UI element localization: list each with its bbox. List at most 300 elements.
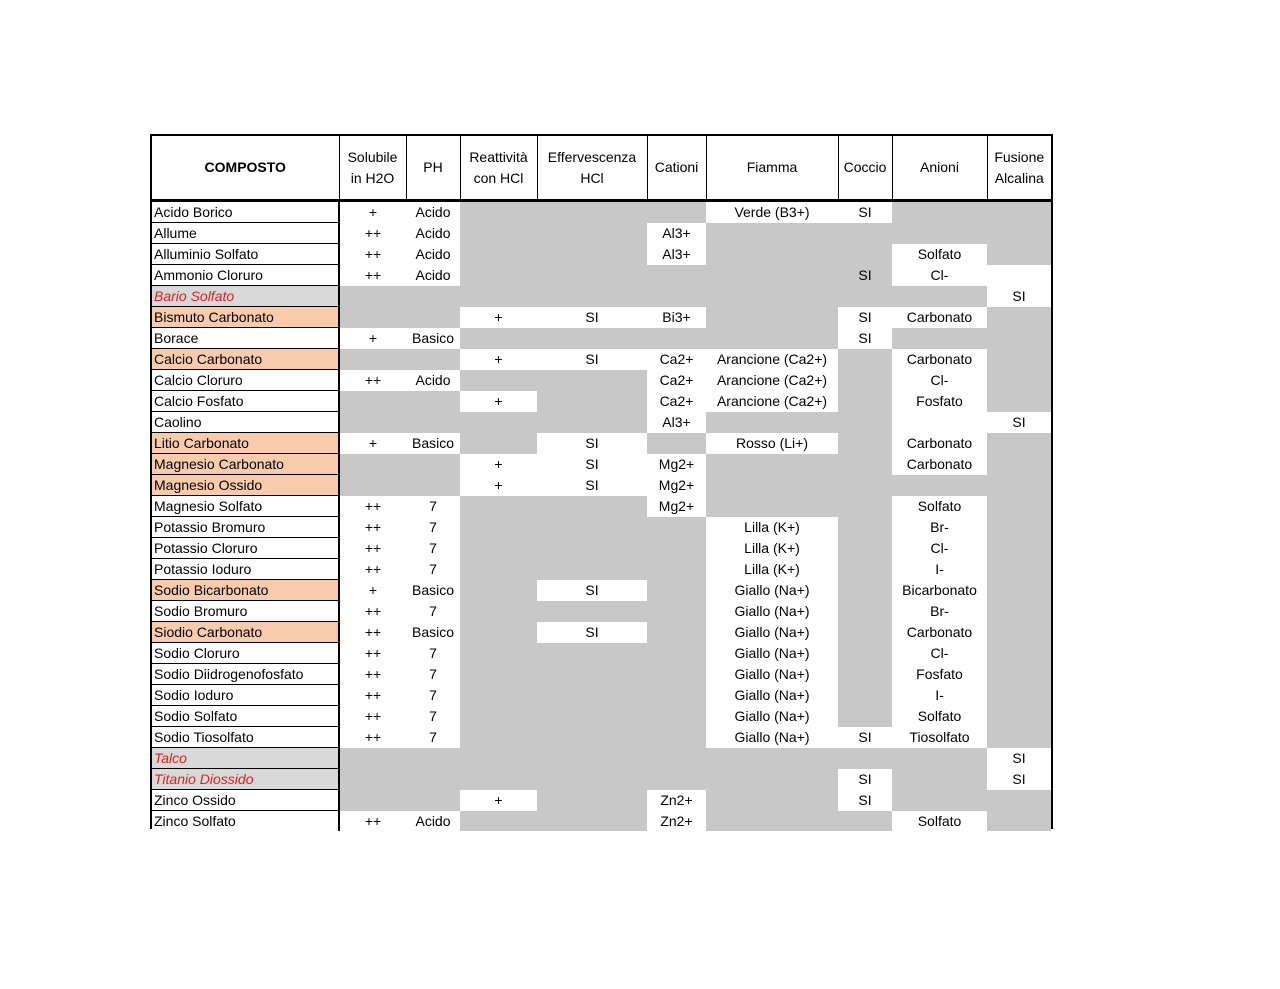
cell-solubile: ++ <box>339 685 406 706</box>
table-row <box>152 454 1051 475</box>
cell-cationi <box>647 622 706 643</box>
header-text: Cationi <box>654 159 699 175</box>
cell-effervescenza <box>537 811 647 832</box>
cell-coccio <box>838 349 892 370</box>
cell-coccio <box>838 244 892 265</box>
cell-coccio <box>838 601 892 622</box>
cell-fiamma <box>706 328 838 349</box>
cell-ph <box>406 454 460 475</box>
cell-fiamma: Lilla (K+) <box>706 517 838 538</box>
compound-name: Sodio Solfato <box>152 706 339 727</box>
cell-fusione <box>987 265 1051 286</box>
cell-solubile: ++ <box>339 601 406 622</box>
table-row <box>152 601 1051 622</box>
compound-name: Zinco Solfato <box>152 811 339 832</box>
cell-solubile: ++ <box>339 811 406 832</box>
cell-cationi <box>647 727 706 748</box>
cell-effervescenza <box>537 328 647 349</box>
cell-reattivita <box>460 538 537 559</box>
compound-name: Magnesio Ossido <box>152 475 339 496</box>
cell-fiamma <box>706 475 838 496</box>
cell-effervescenza <box>537 538 647 559</box>
header-text: COMPOSTO <box>204 159 286 175</box>
header-composto <box>152 136 339 201</box>
cell-coccio <box>838 685 892 706</box>
cell-cationi <box>647 601 706 622</box>
compound-name: Talco <box>152 748 339 769</box>
cell-cationi <box>647 664 706 685</box>
compound-name: Litio Carbonato <box>152 433 339 454</box>
cell-coccio <box>838 811 892 832</box>
table-row <box>152 790 1051 811</box>
cell-anioni: Tiosolfato <box>892 727 987 748</box>
table-body <box>152 201 1051 832</box>
cell-ph: 7 <box>406 496 460 517</box>
cell-effervescenza <box>537 391 647 412</box>
cell-effervescenza <box>537 559 647 580</box>
cell-cationi <box>647 328 706 349</box>
compound-name: Magnesio Solfato <box>152 496 339 517</box>
cell-anioni <box>892 286 987 307</box>
table-row <box>152 244 1051 265</box>
table-row <box>152 622 1051 643</box>
cell-reattivita <box>460 286 537 307</box>
cell-effervescenza <box>537 664 647 685</box>
cell-fusione: SI <box>987 748 1051 769</box>
cell-reattivita <box>460 223 537 244</box>
cell-fusione <box>987 790 1051 811</box>
cell-coccio <box>838 664 892 685</box>
cell-solubile: ++ <box>339 265 406 286</box>
cell-reattivita: + <box>460 475 537 496</box>
cell-cationi <box>647 769 706 790</box>
cell-effervescenza <box>537 748 647 769</box>
cell-cationi <box>647 706 706 727</box>
cell-reattivita <box>460 496 537 517</box>
compound-name: Zinco Ossido <box>152 790 339 811</box>
cell-ph: 7 <box>406 664 460 685</box>
cell-fiamma: Arancione (Ca2+) <box>706 391 838 412</box>
cell-cationi <box>647 685 706 706</box>
cell-effervescenza <box>537 790 647 811</box>
cell-fiamma: Lilla (K+) <box>706 538 838 559</box>
cell-anioni <box>892 748 987 769</box>
cell-solubile <box>339 475 406 496</box>
cell-effervescenza <box>537 223 647 244</box>
header-solubile <box>339 136 406 201</box>
cell-coccio: SI <box>838 328 892 349</box>
cell-ph <box>406 391 460 412</box>
cell-effervescenza <box>537 265 647 286</box>
cell-solubile: + <box>339 328 406 349</box>
data-table <box>152 136 1051 831</box>
cell-fiamma: Arancione (Ca2+) <box>706 349 838 370</box>
cell-anioni: Solfato <box>892 706 987 727</box>
table-row <box>152 580 1051 601</box>
cell-fusione <box>987 349 1051 370</box>
cell-solubile: + <box>339 201 406 223</box>
cell-coccio <box>838 706 892 727</box>
cell-anioni <box>892 412 987 433</box>
compound-name: Calcio Cloruro <box>152 370 339 391</box>
cell-effervescenza: SI <box>537 475 647 496</box>
cell-ph: Acido <box>406 265 460 286</box>
compound-name: Potassio Bromuro <box>152 517 339 538</box>
cell-effervescenza <box>537 496 647 517</box>
cell-fiamma: Giallo (Na+) <box>706 643 838 664</box>
cell-anioni: Solfato <box>892 811 987 832</box>
cell-ph <box>406 769 460 790</box>
table-row <box>152 328 1051 349</box>
cell-ph: Acido <box>406 244 460 265</box>
cell-fiamma <box>706 496 838 517</box>
cell-anioni: Fosfato <box>892 391 987 412</box>
cell-fusione <box>987 328 1051 349</box>
header-text: PH <box>423 159 443 175</box>
cell-reattivita <box>460 811 537 832</box>
table-row <box>152 538 1051 559</box>
cell-cationi: Zn2+ <box>647 790 706 811</box>
cell-fusione <box>987 622 1051 643</box>
cell-cationi <box>647 201 706 223</box>
cell-effervescenza <box>537 706 647 727</box>
cell-anioni <box>892 201 987 223</box>
cell-fusione <box>987 685 1051 706</box>
cell-fiamma: Lilla (K+) <box>706 559 838 580</box>
cell-solubile: ++ <box>339 622 406 643</box>
cell-reattivita <box>460 370 537 391</box>
cell-effervescenza <box>537 412 647 433</box>
cell-fusione <box>987 538 1051 559</box>
cell-fiamma <box>706 454 838 475</box>
cell-coccio <box>838 370 892 391</box>
cell-anioni: I- <box>892 559 987 580</box>
cell-fiamma <box>706 286 838 307</box>
cell-ph <box>406 349 460 370</box>
cell-anioni <box>892 790 987 811</box>
cell-coccio <box>838 496 892 517</box>
cell-reattivita <box>460 748 537 769</box>
cell-anioni: Br- <box>892 601 987 622</box>
cell-anioni: Carbonato <box>892 622 987 643</box>
cell-anioni <box>892 769 987 790</box>
header-text: Alcalina <box>994 169 1044 186</box>
cell-solubile: + <box>339 433 406 454</box>
compound-name: Ammonio Cloruro <box>152 265 339 286</box>
cell-fusione <box>987 664 1051 685</box>
cell-ph: 7 <box>406 538 460 559</box>
cell-ph <box>406 475 460 496</box>
cell-fiamma: Rosso (Li+) <box>706 433 838 454</box>
cell-reattivita <box>460 706 537 727</box>
cell-fusione <box>987 391 1051 412</box>
compound-name: Caolino <box>152 412 339 433</box>
cell-cationi <box>647 517 706 538</box>
cell-coccio <box>838 286 892 307</box>
cell-solubile <box>339 286 406 307</box>
compound-name: Bismuto Carbonato <box>152 307 339 328</box>
cell-fusione <box>987 433 1051 454</box>
cell-ph <box>406 790 460 811</box>
compound-name: Calcio Carbonato <box>152 349 339 370</box>
cell-cationi: Ca2+ <box>647 349 706 370</box>
cell-reattivita <box>460 664 537 685</box>
cell-reattivita <box>460 517 537 538</box>
cell-solubile: ++ <box>339 706 406 727</box>
header-text: Effervescenza <box>547 148 637 165</box>
cell-anioni: Br- <box>892 517 987 538</box>
table-row <box>152 517 1051 538</box>
cell-coccio <box>838 454 892 475</box>
compound-name: Sodio Cloruro <box>152 643 339 664</box>
cell-coccio <box>838 223 892 244</box>
cell-solubile <box>339 454 406 475</box>
header-text: Solubile <box>347 148 398 165</box>
cell-cationi: Al3+ <box>647 412 706 433</box>
cell-solubile: ++ <box>339 727 406 748</box>
cell-cationi: Bi3+ <box>647 307 706 328</box>
cell-fusione <box>987 201 1051 223</box>
cell-coccio <box>838 643 892 664</box>
cell-fiamma <box>706 790 838 811</box>
cell-effervescenza <box>537 685 647 706</box>
cell-reattivita <box>460 769 537 790</box>
cell-reattivita <box>460 727 537 748</box>
table-row <box>152 412 1051 433</box>
cell-reattivita <box>460 643 537 664</box>
cell-ph: Acido <box>406 223 460 244</box>
cell-coccio: SI <box>838 201 892 223</box>
cell-reattivita <box>460 201 537 223</box>
cell-fusione <box>987 706 1051 727</box>
header-row <box>152 136 1051 201</box>
cell-solubile <box>339 412 406 433</box>
cell-anioni: Solfato <box>892 244 987 265</box>
table-row <box>152 223 1051 244</box>
cell-ph: 7 <box>406 517 460 538</box>
cell-ph: 7 <box>406 706 460 727</box>
cell-fusione: SI <box>987 412 1051 433</box>
compound-table <box>150 134 1053 829</box>
cell-fusione <box>987 559 1051 580</box>
cell-fusione <box>987 517 1051 538</box>
cell-fiamma <box>706 265 838 286</box>
cell-fusione <box>987 475 1051 496</box>
cell-cationi: Al3+ <box>647 223 706 244</box>
cell-ph: 7 <box>406 727 460 748</box>
cell-reattivita <box>460 601 537 622</box>
cell-effervescenza: SI <box>537 622 647 643</box>
compound-name: Sodio Bicarbonato <box>152 580 339 601</box>
cell-ph: Basico <box>406 433 460 454</box>
cell-reattivita <box>460 328 537 349</box>
cell-reattivita: + <box>460 307 537 328</box>
cell-cationi: Zn2+ <box>647 811 706 832</box>
cell-anioni: Carbonato <box>892 307 987 328</box>
compound-name: Allume <box>152 223 339 244</box>
cell-effervescenza <box>537 201 647 223</box>
compound-name: Sodio Ioduro <box>152 685 339 706</box>
cell-solubile <box>339 769 406 790</box>
cell-cationi: Ca2+ <box>647 370 706 391</box>
cell-cationi <box>647 538 706 559</box>
cell-effervescenza: SI <box>537 433 647 454</box>
compound-name: Acido Borico <box>152 201 339 223</box>
cell-reattivita <box>460 622 537 643</box>
table-row <box>152 496 1051 517</box>
header-fusione <box>987 136 1051 201</box>
cell-fusione: SI <box>987 286 1051 307</box>
compound-name: Bario Solfato <box>152 286 339 307</box>
cell-effervescenza <box>537 601 647 622</box>
cell-coccio <box>838 538 892 559</box>
compound-name: Sodio Tiosolfato <box>152 727 339 748</box>
header-fiamma <box>706 136 838 201</box>
cell-reattivita <box>460 580 537 601</box>
header-text: Coccio <box>843 159 887 175</box>
cell-cationi <box>647 748 706 769</box>
cell-fusione <box>987 580 1051 601</box>
cell-solubile: ++ <box>339 538 406 559</box>
cell-effervescenza: SI <box>537 454 647 475</box>
cell-coccio <box>838 475 892 496</box>
compound-name: Calcio Fosfato <box>152 391 339 412</box>
cell-anioni: I- <box>892 685 987 706</box>
cell-coccio <box>838 559 892 580</box>
header-text: Anioni <box>920 159 959 175</box>
cell-fiamma <box>706 223 838 244</box>
cell-cationi: Ca2+ <box>647 391 706 412</box>
cell-ph <box>406 748 460 769</box>
cell-coccio: SI <box>838 727 892 748</box>
cell-anioni: Solfato <box>892 496 987 517</box>
cell-reattivita <box>460 244 537 265</box>
compound-name: Borace <box>152 328 339 349</box>
cell-fiamma <box>706 244 838 265</box>
cell-anioni <box>892 223 987 244</box>
cell-coccio <box>838 580 892 601</box>
cell-ph: 7 <box>406 685 460 706</box>
cell-fiamma: Giallo (Na+) <box>706 685 838 706</box>
cell-cationi <box>647 265 706 286</box>
cell-coccio <box>838 412 892 433</box>
cell-fiamma: Giallo (Na+) <box>706 580 838 601</box>
table-row <box>152 811 1051 832</box>
cell-reattivita <box>460 685 537 706</box>
cell-fiamma: Giallo (Na+) <box>706 727 838 748</box>
cell-effervescenza <box>537 727 647 748</box>
cell-solubile: + <box>339 580 406 601</box>
cell-ph: 7 <box>406 601 460 622</box>
cell-cationi <box>647 559 706 580</box>
cell-solubile: ++ <box>339 244 406 265</box>
cell-ph <box>406 286 460 307</box>
compound-name: Sodio Bromuro <box>152 601 339 622</box>
cell-coccio: SI <box>838 307 892 328</box>
cell-cationi: Mg2+ <box>647 496 706 517</box>
cell-coccio <box>838 748 892 769</box>
header-coccio <box>838 136 892 201</box>
cell-solubile: ++ <box>339 643 406 664</box>
cell-coccio: SI <box>838 790 892 811</box>
table-row <box>152 265 1051 286</box>
cell-ph: 7 <box>406 559 460 580</box>
cell-anioni: Carbonato <box>892 454 987 475</box>
cell-ph: 7 <box>406 643 460 664</box>
cell-effervescenza <box>537 244 647 265</box>
cell-coccio <box>838 391 892 412</box>
cell-cationi <box>647 433 706 454</box>
cell-anioni: Cl- <box>892 265 987 286</box>
cell-ph: Acido <box>406 370 460 391</box>
cell-solubile: ++ <box>339 223 406 244</box>
header-text: Fiamma <box>746 159 798 175</box>
cell-fiamma: Giallo (Na+) <box>706 706 838 727</box>
table-row <box>152 370 1051 391</box>
table-row <box>152 391 1051 412</box>
cell-fusione <box>987 643 1051 664</box>
cell-ph <box>406 307 460 328</box>
cell-solubile <box>339 349 406 370</box>
compound-name: Alluminio Solfato <box>152 244 339 265</box>
cell-reattivita: + <box>460 454 537 475</box>
header-ph <box>406 136 460 201</box>
cell-effervescenza <box>537 517 647 538</box>
cell-coccio <box>838 517 892 538</box>
cell-anioni <box>892 328 987 349</box>
cell-solubile: ++ <box>339 517 406 538</box>
cell-anioni: Cl- <box>892 643 987 664</box>
cell-fiamma: Giallo (Na+) <box>706 664 838 685</box>
header-effervescenza <box>537 136 647 201</box>
cell-cationi: Al3+ <box>647 244 706 265</box>
cell-ph: Basico <box>406 622 460 643</box>
cell-cationi <box>647 580 706 601</box>
cell-reattivita <box>460 433 537 454</box>
cell-fiamma <box>706 811 838 832</box>
cell-effervescenza <box>537 769 647 790</box>
compound-name: Magnesio Carbonato <box>152 454 339 475</box>
cell-anioni: Bicarbonato <box>892 580 987 601</box>
cell-fusione <box>987 601 1051 622</box>
cell-effervescenza: SI <box>537 349 647 370</box>
cell-coccio <box>838 433 892 454</box>
cell-effervescenza <box>537 286 647 307</box>
compound-name: Sodio Diidrogenofosfato <box>152 664 339 685</box>
header-text: con HCl <box>473 169 524 186</box>
cell-anioni: Carbonato <box>892 349 987 370</box>
cell-fiamma: Giallo (Na+) <box>706 601 838 622</box>
cell-fiamma <box>706 412 838 433</box>
cell-anioni: Cl- <box>892 370 987 391</box>
table-row <box>152 748 1051 769</box>
cell-anioni: Fosfato <box>892 664 987 685</box>
table-row <box>152 475 1051 496</box>
cell-ph: Basico <box>406 580 460 601</box>
cell-fusione: SI <box>987 769 1051 790</box>
cell-effervescenza: SI <box>537 307 647 328</box>
cell-reattivita <box>460 412 537 433</box>
cell-coccio: SI <box>838 769 892 790</box>
cell-reattivita <box>460 559 537 580</box>
table-row <box>152 643 1051 664</box>
table-row <box>152 769 1051 790</box>
cell-cationi <box>647 643 706 664</box>
cell-ph <box>406 412 460 433</box>
cell-solubile <box>339 391 406 412</box>
cell-fusione <box>987 244 1051 265</box>
cell-effervescenza <box>537 370 647 391</box>
